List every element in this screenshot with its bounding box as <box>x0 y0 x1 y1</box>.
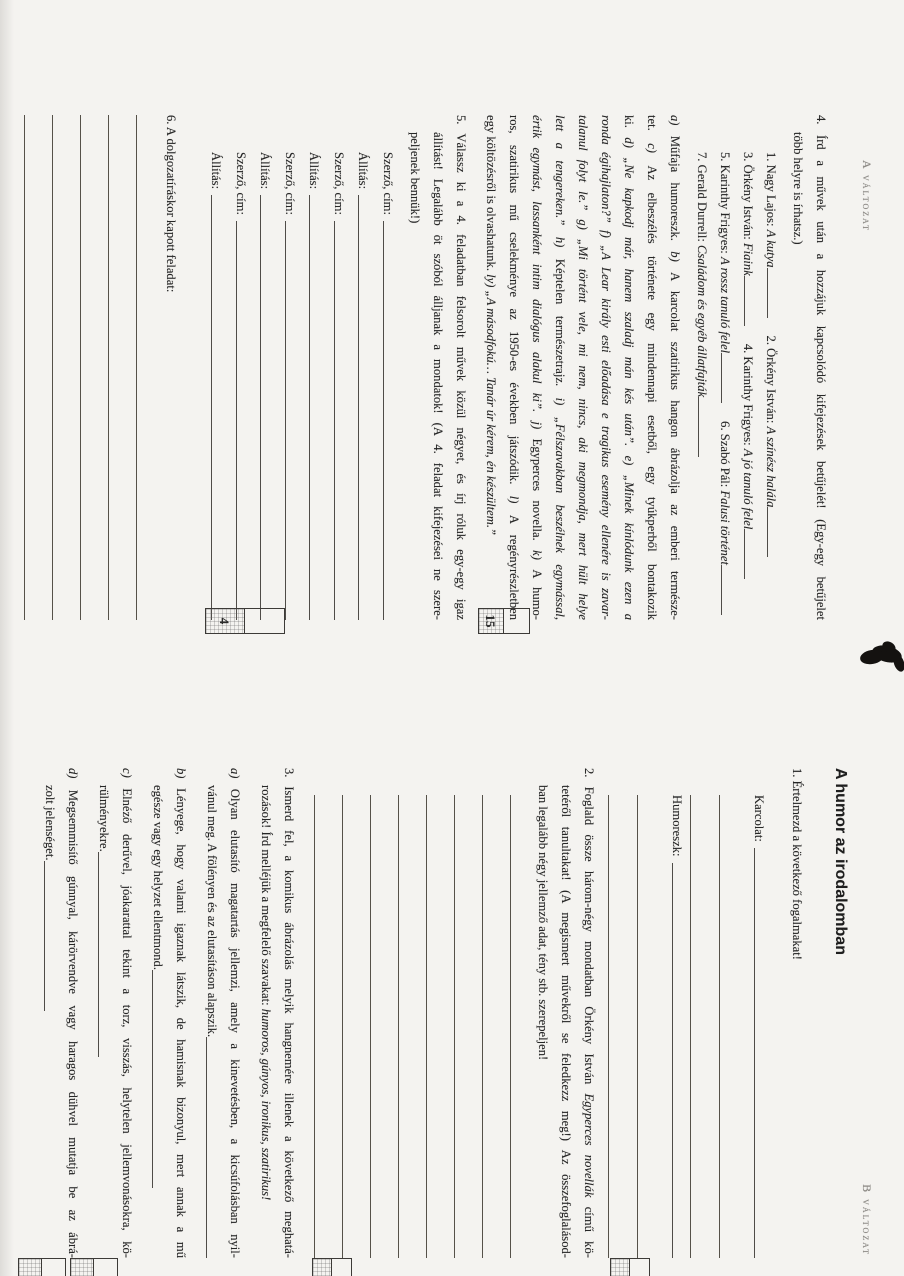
paragraph-line: lett a tengereken.” h) Képtelen természetrajz. i) „Félszavakban beszélnek egymással, <box>553 115 567 621</box>
answer-line <box>136 115 164 620</box>
work-item <box>759 336 782 558</box>
item-c-text: rülményekre. <box>97 785 111 852</box>
answer-blank <box>698 397 712 457</box>
answer-line <box>370 795 398 1258</box>
paragraph-line: tet. c) Az elbeszélés története egy mindennapi esetből, egy tyúkperből bontakozik <box>645 115 659 621</box>
answer-line <box>719 795 748 1258</box>
karcolat-label: Karcolat: <box>752 795 766 842</box>
statement-label: Állítás: <box>356 152 371 190</box>
answer-line <box>690 795 719 1258</box>
item-b-line-2 <box>146 768 169 1258</box>
author-label: Szerző, cím: <box>381 152 395 215</box>
answer-line <box>637 795 666 1258</box>
statement-row <box>254 152 277 620</box>
task-1: 1. Értelmezd a következő fogalmakat! <box>790 768 804 960</box>
page-b <box>0 638 904 1276</box>
paragraph-line: egy költözésről is olvashatunk. ly) „A másodfokú… Tanár úr kérem, én készültem.” <box>484 115 498 536</box>
score-box-4 <box>205 608 285 634</box>
answer-blank <box>44 861 61 1011</box>
task-2-line-2: tetéről tanultakat! (A megismert művekről se feledkezz meg!) Az összefoglalásod- <box>559 785 573 1258</box>
score-box-clipped <box>312 1258 352 1276</box>
karcolat-row <box>748 795 770 1258</box>
answer-blank <box>721 565 735 615</box>
answer-line <box>52 115 80 620</box>
paragraph-line: talanul folyt le.” g) „Mi történt vele, mi nem, nincs, aki megmondja, mert hült helye <box>576 115 590 620</box>
statement-row <box>205 152 228 620</box>
page-b-variant-header: B változat <box>860 1184 874 1256</box>
ink-smudge <box>852 640 904 676</box>
answer-blank <box>98 852 115 1057</box>
answer-blank <box>767 507 781 557</box>
works-list <box>690 152 782 620</box>
task-3-items <box>38 768 246 1258</box>
task-4 <box>786 115 832 620</box>
answer-line <box>314 795 342 1258</box>
answer-line <box>310 195 326 620</box>
author-label: Szerző, cím: <box>283 152 297 215</box>
score-box-max-cell: 15 <box>479 609 504 633</box>
work-item <box>713 152 736 403</box>
paragraph-line: ki. d) „Ne kapkodj már, hanem szaladj mán kés után”. e) „Minek kínlódunk ezen a <box>622 115 636 621</box>
work-item <box>690 152 713 457</box>
answer-line <box>454 795 482 1258</box>
author-row <box>229 152 252 620</box>
paragraph-line: a) Műfaja humoreszk. b) A karcolat szatirikus hangon ábrázolja az emberi természe- <box>668 115 682 620</box>
task-6-answer-lines <box>0 115 164 620</box>
answer-blank <box>206 1037 223 1258</box>
answer-line <box>80 115 108 620</box>
item-d-line-2 <box>38 768 61 1258</box>
work-title: A kutya <box>764 229 778 268</box>
answer-line <box>383 221 399 620</box>
item-a-line-1: a) Olyan elutasító magatartás jellemzi, amely a kinevetésben, a kicsúfolásban nyil- <box>228 768 242 1258</box>
work-title: A színész halála <box>764 426 778 508</box>
answer-line <box>334 221 350 620</box>
answer-line <box>754 848 770 1258</box>
answer-blank <box>744 529 758 579</box>
paragraph-line: ronda égihajlaton?” f) „A Lear király esti előadása e tragikus esemény ellenére is zavar- <box>599 115 613 621</box>
task-3-line-1: 3. Ismerd fel, a komikus ábrázolás melyik hangnemére illenek a következő meghatá- <box>282 768 296 1258</box>
answer-line <box>261 195 277 620</box>
work-author: 1. Nagy Lajos: <box>764 152 778 230</box>
answer-blank <box>767 268 781 318</box>
task-5-line-1: 5. Válassz ki a 4. feladatban felsorolt művek közül négyet, és írj róluk egy-egy igaz <box>454 115 468 620</box>
answer-line <box>236 221 252 620</box>
item-d-text: zolt jelenséget. <box>43 785 57 861</box>
task-1-answers <box>608 795 770 1258</box>
statement-label: Állítás: <box>307 152 322 190</box>
page-a-variant-header: A változat <box>860 160 874 232</box>
answer-blank <box>721 353 735 403</box>
item-b-text: egésze vagy egy helyzet ellentmond. <box>151 785 165 970</box>
work-item <box>736 152 759 326</box>
work-title: Falusi történet <box>718 490 732 565</box>
item-b-line-1: b) Lényege, hogy valami igaznak látszik, de hamisnak bizonyul, mert annak a mű <box>174 768 188 1258</box>
paragraph-line: ros, szatirikus mű cselekménye az 1950-es években játszódik. l) A regényrészletben <box>507 115 521 621</box>
statement-label: Állítás: <box>258 152 273 190</box>
author-label: Szerző, cím: <box>332 152 346 215</box>
humoreszk-row <box>666 795 688 1258</box>
answer-line <box>482 795 510 1258</box>
answer-line <box>672 863 688 1258</box>
answer-line <box>212 195 228 620</box>
work-title: A jó tanuló felel <box>741 448 755 530</box>
work-item <box>713 421 736 615</box>
author-row <box>327 152 350 620</box>
work-item <box>736 344 759 580</box>
task-5-line-3: peljenek bennük!) <box>408 132 422 224</box>
answer-line <box>426 795 454 1258</box>
task-6: 6. A dolgozatíráskor kapott feladat: <box>164 115 178 293</box>
answer-line <box>608 795 637 1258</box>
task-5-line-2: állítást! Legalább öt szóból álljanak a mondatok! (A 4. feladat kifejezései ne szere- <box>431 132 445 620</box>
task-5 <box>403 115 472 620</box>
task-4-line-1: 4. Írd a művek után a hozzájuk kapcsolódó kifejezések betűjelét! (Egy-egy betűjelet <box>814 115 828 620</box>
author-row <box>376 152 399 620</box>
works-row <box>736 152 759 620</box>
score-box-max-cell: 4 <box>206 609 245 633</box>
answer-blank <box>152 970 169 1188</box>
score-box-empty-cell <box>504 609 529 633</box>
score-box-15 <box>478 608 530 634</box>
works-row <box>759 152 782 620</box>
task-4-line-2: több helyre is írhatsz.) <box>791 132 805 245</box>
item-a-text: vánul meg. A fölényen és az elutasításon alapszik. <box>205 785 219 1038</box>
answer-line <box>108 115 136 620</box>
answer-line <box>342 795 370 1258</box>
item-c-line-2 <box>92 768 115 1258</box>
score-box-clipped <box>18 1258 66 1276</box>
author-label: Szerző, cím: <box>234 152 248 215</box>
work-item <box>759 152 782 318</box>
score-box-clipped <box>610 1258 650 1276</box>
page-b-title: A humor az irodalomban <box>832 768 849 955</box>
work-author: 4. Karinthy Frigyes: <box>741 343 755 449</box>
answer-line <box>510 795 538 1258</box>
definitions-paragraph <box>479 115 686 620</box>
work-author: 7. Gerald Durrell: <box>695 152 709 246</box>
task-2-answer-lines <box>314 795 538 1258</box>
task-2 <box>531 768 600 1258</box>
answer-blank <box>744 276 758 326</box>
humoreszk-label: Humoreszk: <box>670 795 684 857</box>
works-row <box>690 152 713 620</box>
answer-line <box>285 221 301 620</box>
answer-line <box>0 115 24 620</box>
work-title: Családom és egyéb állatfajták <box>695 245 709 398</box>
work-title: Fiaink <box>741 242 755 276</box>
works-row <box>713 152 736 620</box>
author-statement-block <box>203 152 399 620</box>
item-d-line-1: d) Megsemmisítő gúnnyal, kárörvendve vagy haragos dühvel mutatja be az ábrá- <box>66 768 80 1258</box>
work-author: 6. Szabó Pál: <box>718 421 732 491</box>
task-2-line-1: 2. Foglald össze három-négy mondatban Örkény István Egyperces novellák című kö- <box>582 768 596 1258</box>
task-2-line-3: ban legalább négy jellemző adat, tény stb. szerepeljen! <box>536 785 550 1061</box>
answer-line <box>24 115 52 620</box>
item-a-line-2 <box>200 768 223 1258</box>
task-3-line-2: rozások! Írd melléjük a megfelelő szavakat: humoros, gúnyos, ironikus, szatirikus! <box>259 785 273 1201</box>
paragraph-line: értik egymást, lassanként intim dialógus alakul ki”. j) Egyperces novella. k) A humo- <box>530 115 544 620</box>
author-row <box>278 152 301 620</box>
score-box-clipped <box>70 1258 118 1276</box>
answer-line <box>398 795 426 1258</box>
work-author: 3. Örkény István: <box>741 152 755 243</box>
task-3 <box>254 768 300 1258</box>
item-c-line-1: c) Elnéző derűvel, jóakarattal tekint a torz, visszás, helytelen jellemvonásokra, kö- <box>120 768 134 1258</box>
answer-line <box>359 195 375 620</box>
work-author: 2. Örkény István: <box>764 335 778 427</box>
statement-row <box>352 152 375 620</box>
statement-row <box>303 152 326 620</box>
statement-label: Állítás: <box>209 152 224 190</box>
work-author: 5. Karinthy Frigyes: <box>718 152 732 257</box>
score-box-empty-cell <box>245 609 284 633</box>
work-title: A rossz tanuló felel <box>718 256 732 354</box>
